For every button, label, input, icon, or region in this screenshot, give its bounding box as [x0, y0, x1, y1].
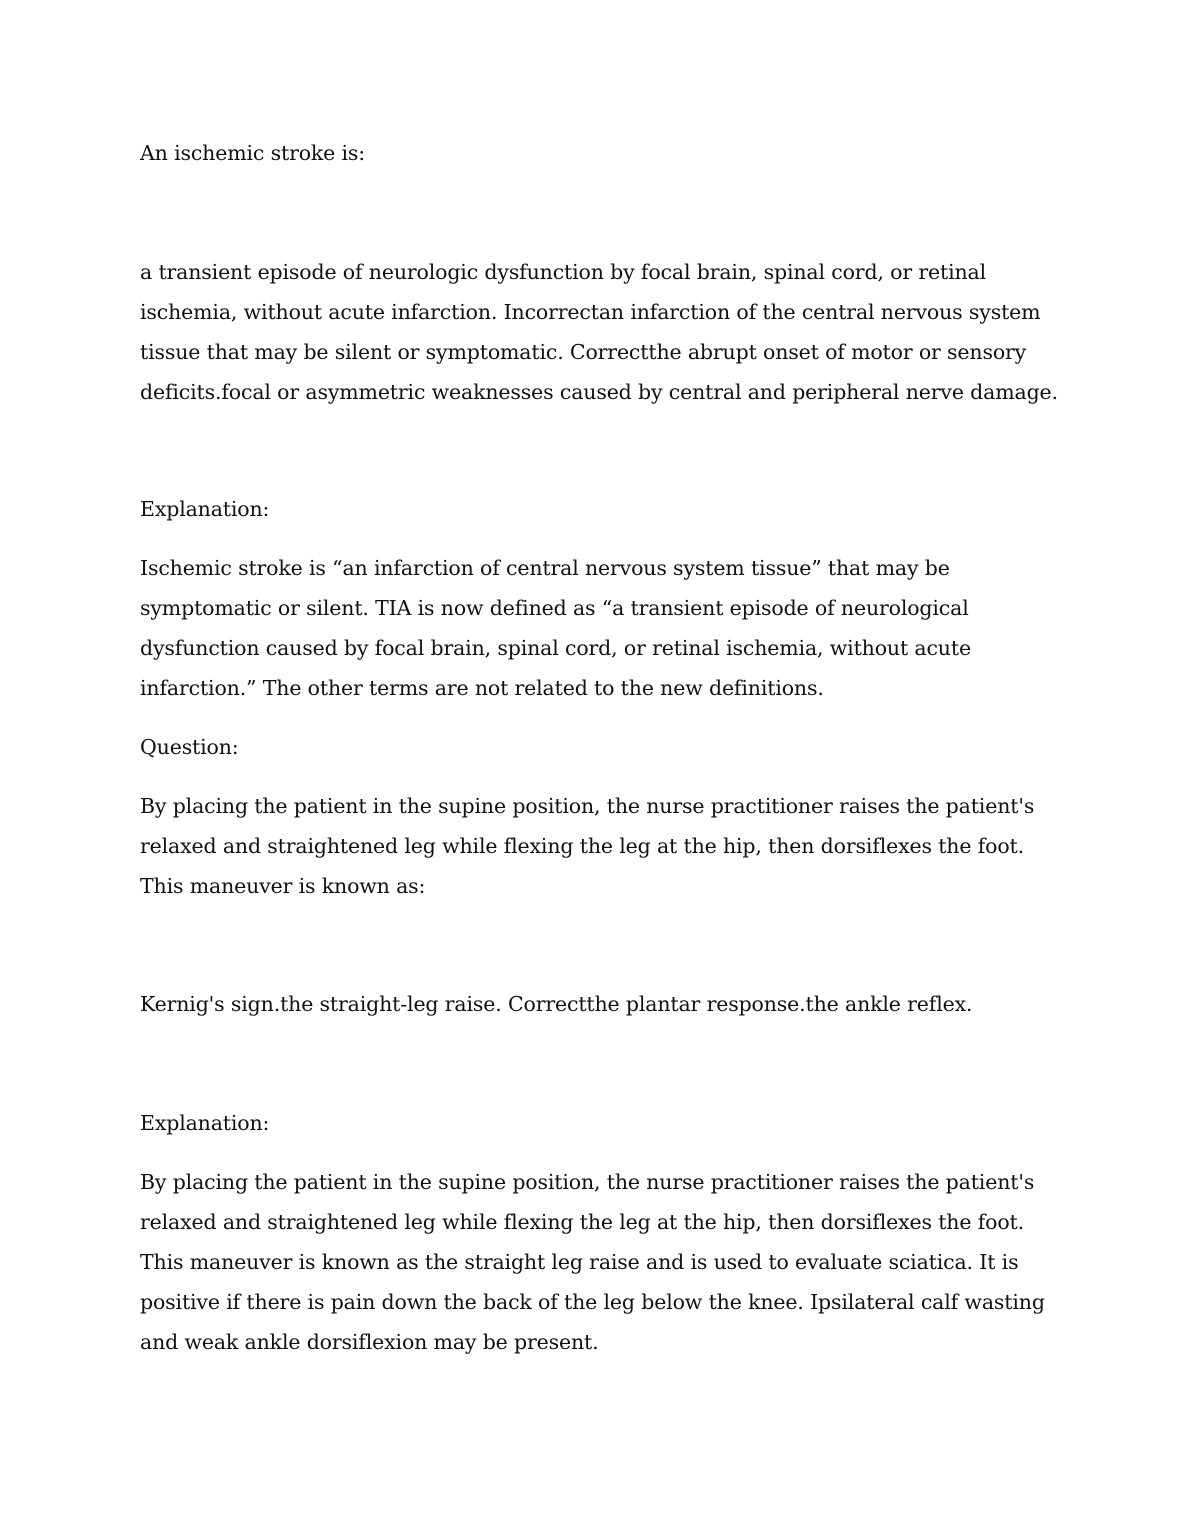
q2-question-text — [140, 786, 1055, 906]
explanation-line: positive if there is pain down the back of the leg below the knee. Ipsilateral calf wasting — [140, 1290, 1045, 1314]
answer-line: ischemia, without acute infarction. Incorrectan infarction of the central nervous system — [140, 300, 1041, 324]
question-line: relaxed and straightened leg while flexing the leg at the hip, then dorsiflexes the foot. — [140, 834, 1024, 858]
question-line: This maneuver is known as: — [140, 874, 426, 898]
question-line: By placing the patient in the supine position, the nurse practitioner raises the patient's — [140, 794, 1035, 818]
answer-line: a transient episode of neurologic dysfunction by focal brain, spinal cord, or retinal — [140, 260, 987, 284]
explanation-line: Ischemic stroke is “an infarction of central nervous system tissue” that may be — [140, 556, 950, 580]
q1-question: An ischemic stroke is: — [140, 141, 366, 165]
explanation-line: By placing the patient in the supine position, the nurse practitioner raises the patient's — [140, 1170, 1035, 1194]
document-page — [140, 0, 1058, 1540]
q1-explanation-label: Explanation: — [140, 497, 270, 521]
explanation-line: symptomatic or silent. TIA is now defined as “a transient episode of neurological — [140, 596, 969, 620]
q2-answer-choices: Kernig's sign.the straight-leg raise. Correctthe plantar response.the ankle reflex. — [140, 992, 973, 1016]
q1-explanation-text — [140, 548, 1055, 708]
answer-line: tissue that may be silent or symptomatic. Correctthe abrupt onset of motor or sensory — [140, 340, 1027, 364]
explanation-line: relaxed and straightened leg while flexing the leg at the hip, then dorsiflexes the foot. — [140, 1210, 1024, 1234]
explanation-line: This maneuver is known as the straight leg raise and is used to evaluate sciatica. It is — [140, 1250, 1019, 1274]
explanation-line: infarction.” The other terms are not related to the new definitions. — [140, 676, 824, 700]
q2-question-label: Question: — [140, 735, 239, 759]
q1-answer-choices — [140, 252, 1058, 412]
q2-explanation-text — [140, 1162, 1055, 1362]
explanation-line: and weak ankle dorsiflexion may be present. — [140, 1330, 599, 1354]
explanation-line: dysfunction caused by focal brain, spinal cord, or retinal ischemia, without acute — [140, 636, 971, 660]
q2-explanation-label: Explanation: — [140, 1111, 270, 1135]
answer-line: deficits.focal or asymmetric weaknesses caused by central and peripheral nerve damage. — [140, 380, 1058, 404]
